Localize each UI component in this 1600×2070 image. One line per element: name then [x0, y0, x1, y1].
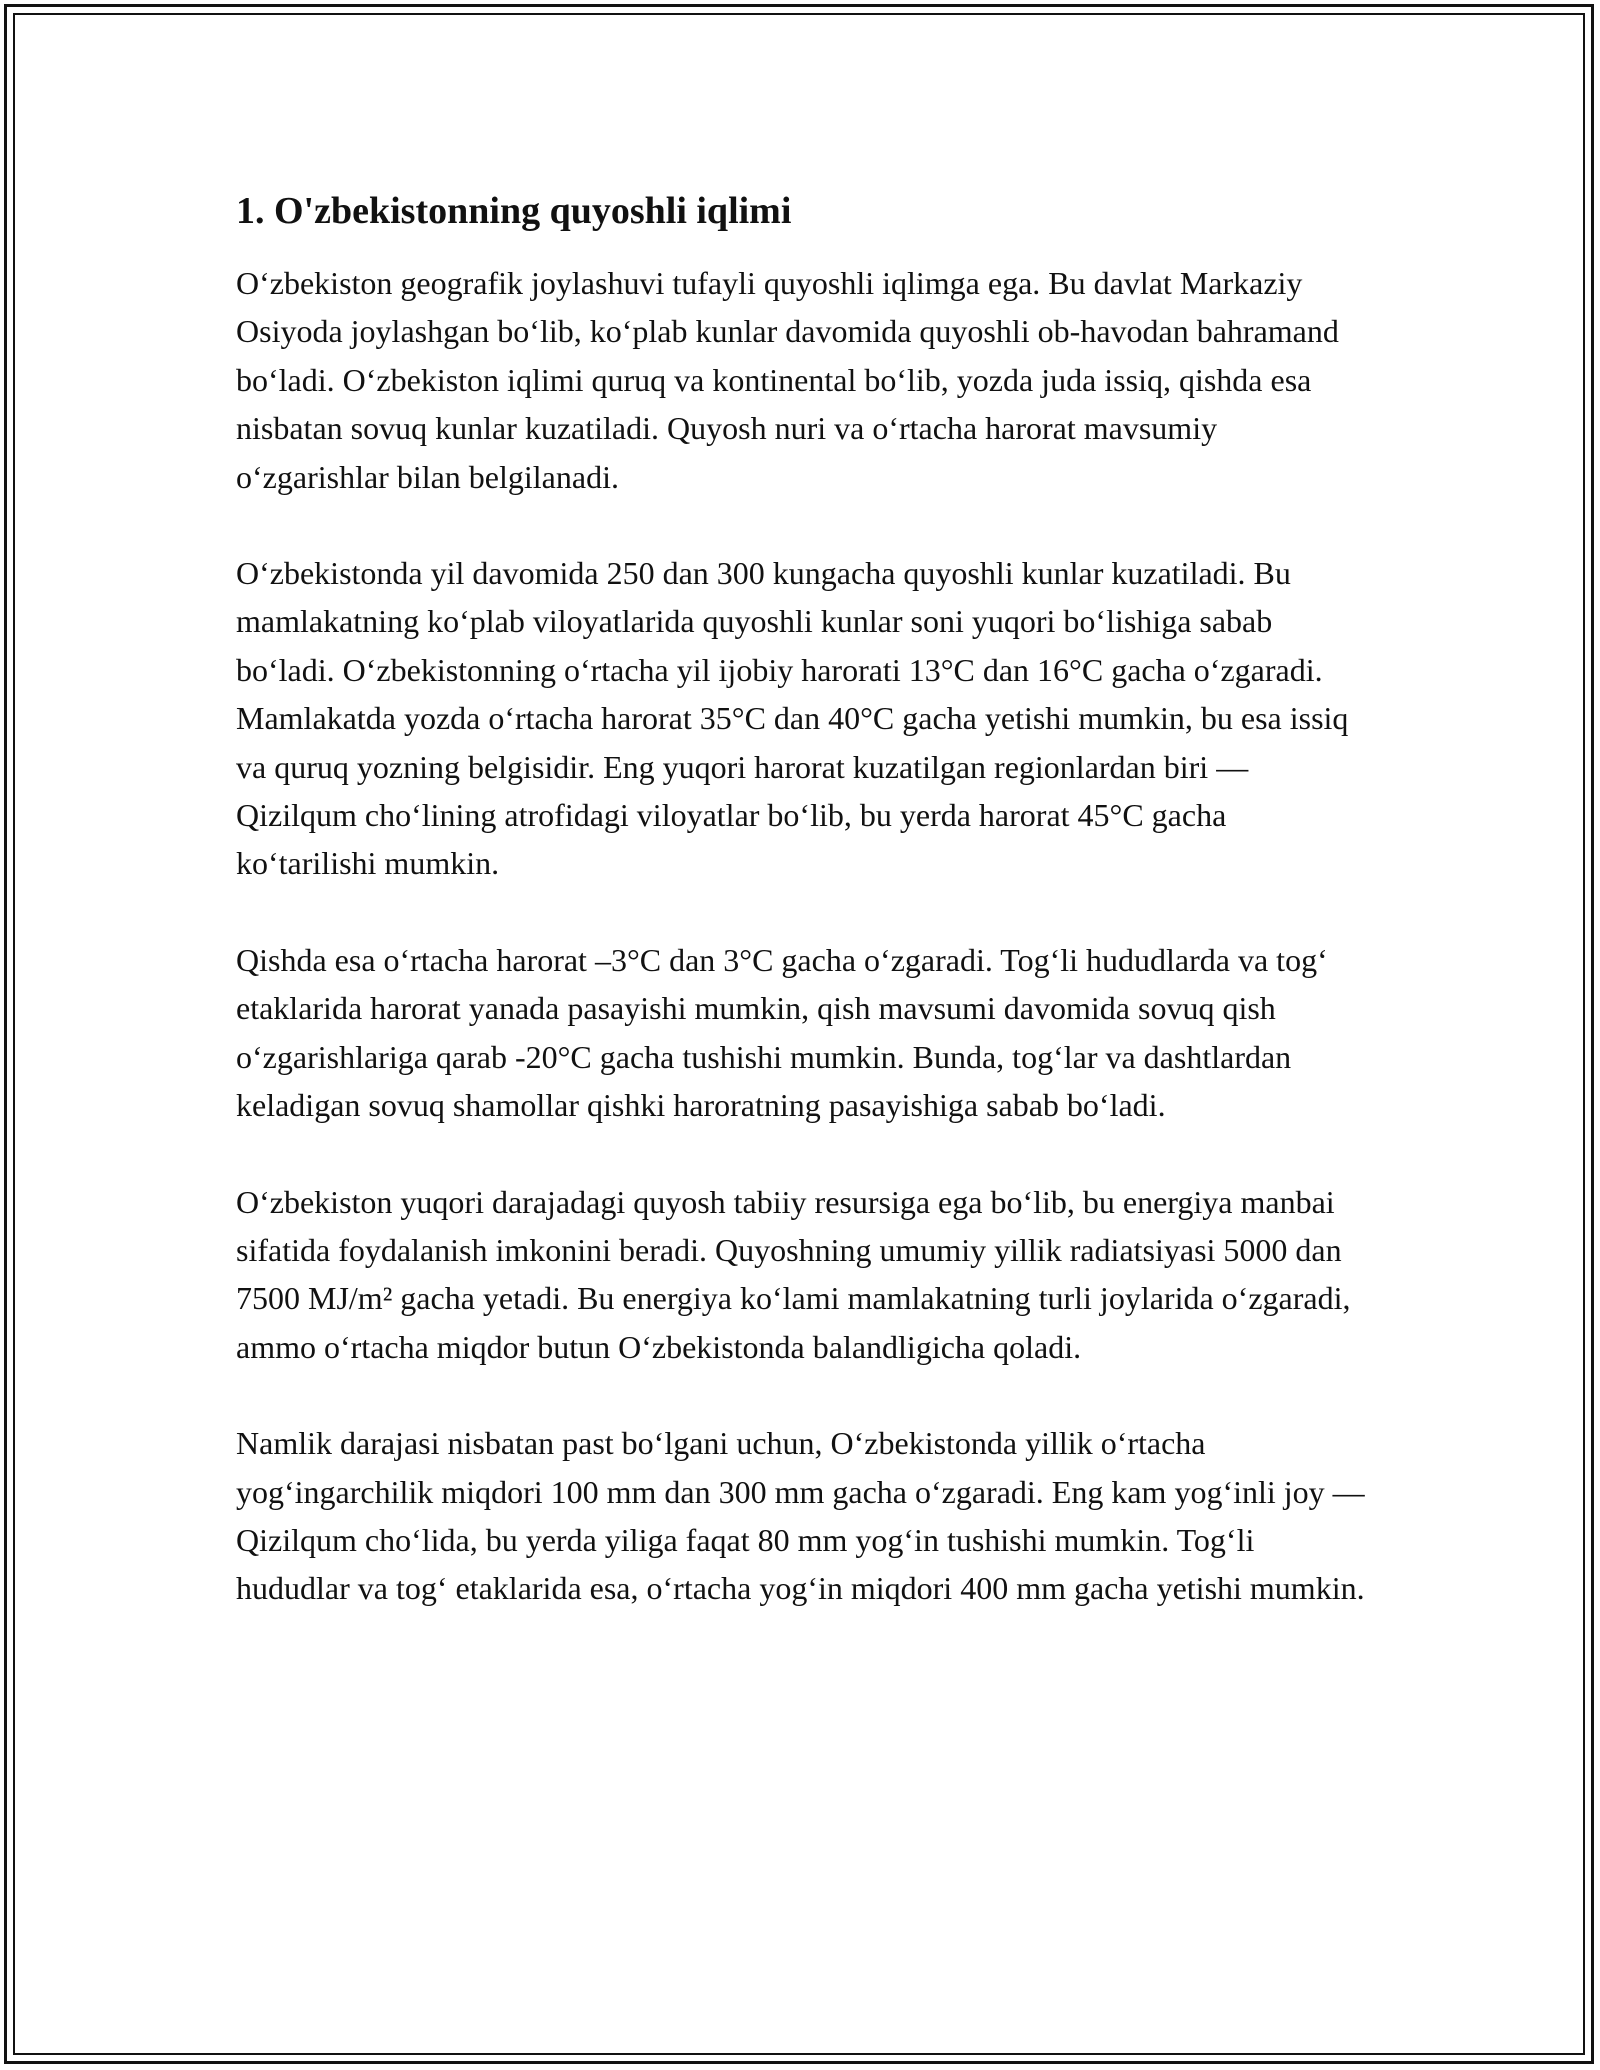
section-heading: 1. O'zbekistonning quyoshli iqlimi	[236, 190, 792, 232]
paragraph-winter: Qishda esa o‘rtacha harorat –3°C dan 3°C gacha o‘zgaradi. Tog‘li hududlarda va tog‘ etaklarida harorat yanada pasayishi mumkin, qish mavsumi davomida sovuq qish o‘zgarishlariga qarab -20°C gacha tushishi mumkin. Bunda, tog‘lar va dashtlardan keladigan sovuq shamollar qishki haroratning pasayishiga sabab bo‘ladi.	[236, 941, 1328, 1124]
paragraph-solar-resource: O‘zbekiston yuqori darajadagi quyosh tabiiy resursiga ega bo‘lib, bu energiya manbai sifatida foydalanish imkonini beradi. Quyoshning umumiy yillik radiatsiyasi 5000 dan 7500 MJ/m² gacha yetadi. Bu energiya ko‘lami mamlakatning turli joylarida o‘zgaradi, ammo o‘rtacha miqdor butun O‘zbekistonda balandligicha qoladi.	[236, 1183, 1351, 1365]
paragraph-climate-overview: O‘zbekiston geografik joylashuvi tufayli quyoshli iqlimga ega. Bu davlat Markaziy Osiyoda joylashgan bo‘lib, ko‘plab kunlar davomida quyoshli ob-havodan bahramand bo‘ladi. O‘zbekiston iqlimi quruq va kontinental bo‘lib, yozda juda issiq, qishda esa nisbatan sovuq kunlar kuzatiladi. Quyosh nuri va o‘rtacha harorat mavsumiy o‘zgarishlar bilan belgilanadi.	[236, 265, 1339, 495]
document-body	[236, 185, 1366, 1661]
paragraph-precipitation: Namlik darajasi nisbatan past bo‘lgani uchun, O‘zbekistonda yillik o‘rtacha yog‘ingarchilik miqdori 100 mm dan 300 mm gacha o‘zgaradi. Eng kam yog‘inli joy — Qizilqum cho‘lida, bu yerda yiliga faqat 80 mm yog‘in tushishi mumkin. Tog‘li hududlar va tog‘ etaklarida esa, o‘rtacha yog‘in miqdori 400 mm gacha yetishi mumkin.	[236, 1425, 1365, 1607]
paragraph-sunny-days: O‘zbekistonda yil davomida 250 dan 300 kungacha quyoshli kunlar kuzatiladi. Bu mamlakatning ko‘plab viloyatlarida quyoshli kunlar soni yuqori bo‘lishiga sabab bo‘ladi. O‘zbekistonning o‘rtacha yil ijobiy harorati 13°C dan 16°C gacha o‘zgaradi. Mamlakatda yozda o‘rtacha harorat 35°C dan 40°C gacha yetishi mumkin, bu esa issiq va quruq yozning belgisidir. Eng yuqori harorat kuzatilgan regionlardan biri — Qizilqum cho‘lining atrofidagi viloyatlar bo‘lib, bu yerda harorat 45°C gacha ko‘tarilishi mumkin.	[236, 555, 1349, 882]
